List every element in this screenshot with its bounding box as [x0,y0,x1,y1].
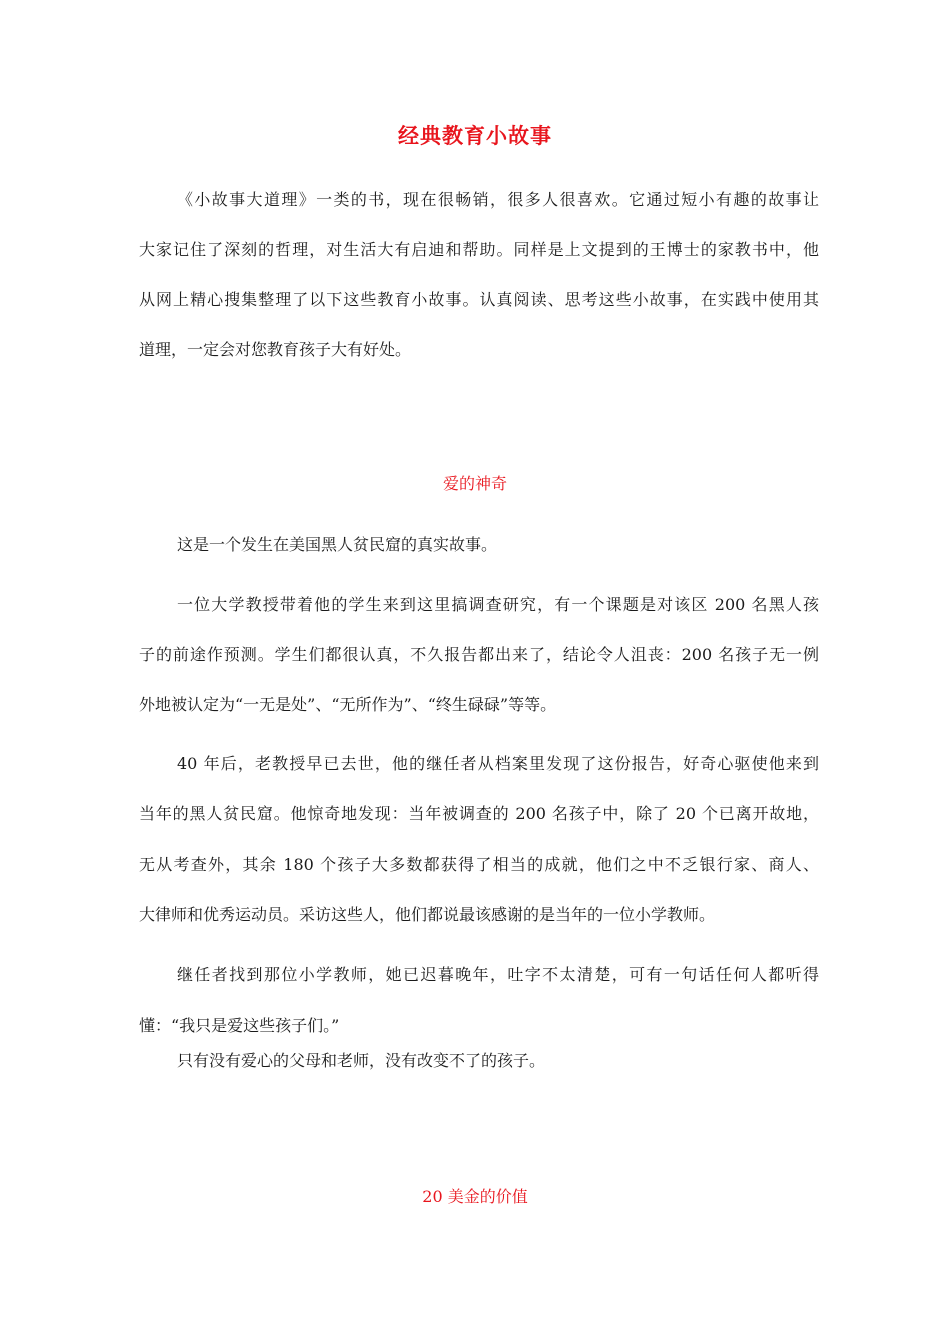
story1-p4-line-2: 懂：“我只是爱这些孩子们。” [139,1016,340,1035]
intro-line-2: 大家记住了深刻的哲理，对生活大有启迪和帮助。同样是上文提到的王博士的家教书中，他 [139,240,819,259]
story1-p5-line-1: 只有没有爱心的父母和老师，没有改变不了的孩子。 [177,1051,546,1070]
story1-p2-line-3: 外地被认定为“一无是处”、“无所作为”、“终生碌碌”等等。 [139,695,557,714]
story1-p1-line-1: 这是一个发生在美国黑人贫民窟的真实故事。 [177,535,498,554]
story-title-love: 爱的神奇 [442,474,507,493]
story1-p3-line-4: 大律师和优秀运动员。采访这些人，他们都说最该感谢的是当年的一位小学教师。 [139,905,716,924]
story-title-20-dollars: 20 美金的价值 [422,1187,528,1206]
story1-p3-line-1: 40 年后，老教授早已去世，他的继任者从档案里发现了这份报告，好奇心驱使他来到 [177,754,819,773]
intro-line-3: 从网上精心搜集整理了以下这些教育小故事。认真阅读、思考这些小故事，在实践中使用其 [139,290,819,309]
document-title: 经典教育小故事 [398,124,552,148]
intro-line-1: 《小故事大道理》一类的书，现在很畅销，很多人很喜欢。它通过短小有趣的故事让 [177,190,819,209]
story1-p2-line-2: 子的前途作预测。学生们都很认真，不久报告都出来了，结论令人沮丧：200 名孩子无一例 [139,645,819,664]
story1-p3-line-3: 无从考查外，其余 180 个孩子大多数都获得了相当的成就，他们之中不乏银行家、商人、 [139,855,819,874]
story1-p3-line-2: 当年的黑人贫民窟。他惊奇地发现：当年被调查的 200 名孩子中，除了 20 个已离开故地， [139,804,819,823]
story1-p4-line-1: 继任者找到那位小学教师，她已迟暮晚年，吐字不太清楚，可有一句话任何人都听得 [177,965,819,984]
story1-p2-line-1: 一位大学教授带着他的学生来到这里搞调查研究，有一个课题是对该区 200 名黑人孩 [177,595,819,614]
intro-line-4: 道理，一定会对您教育孩子大有好处。 [139,340,412,359]
